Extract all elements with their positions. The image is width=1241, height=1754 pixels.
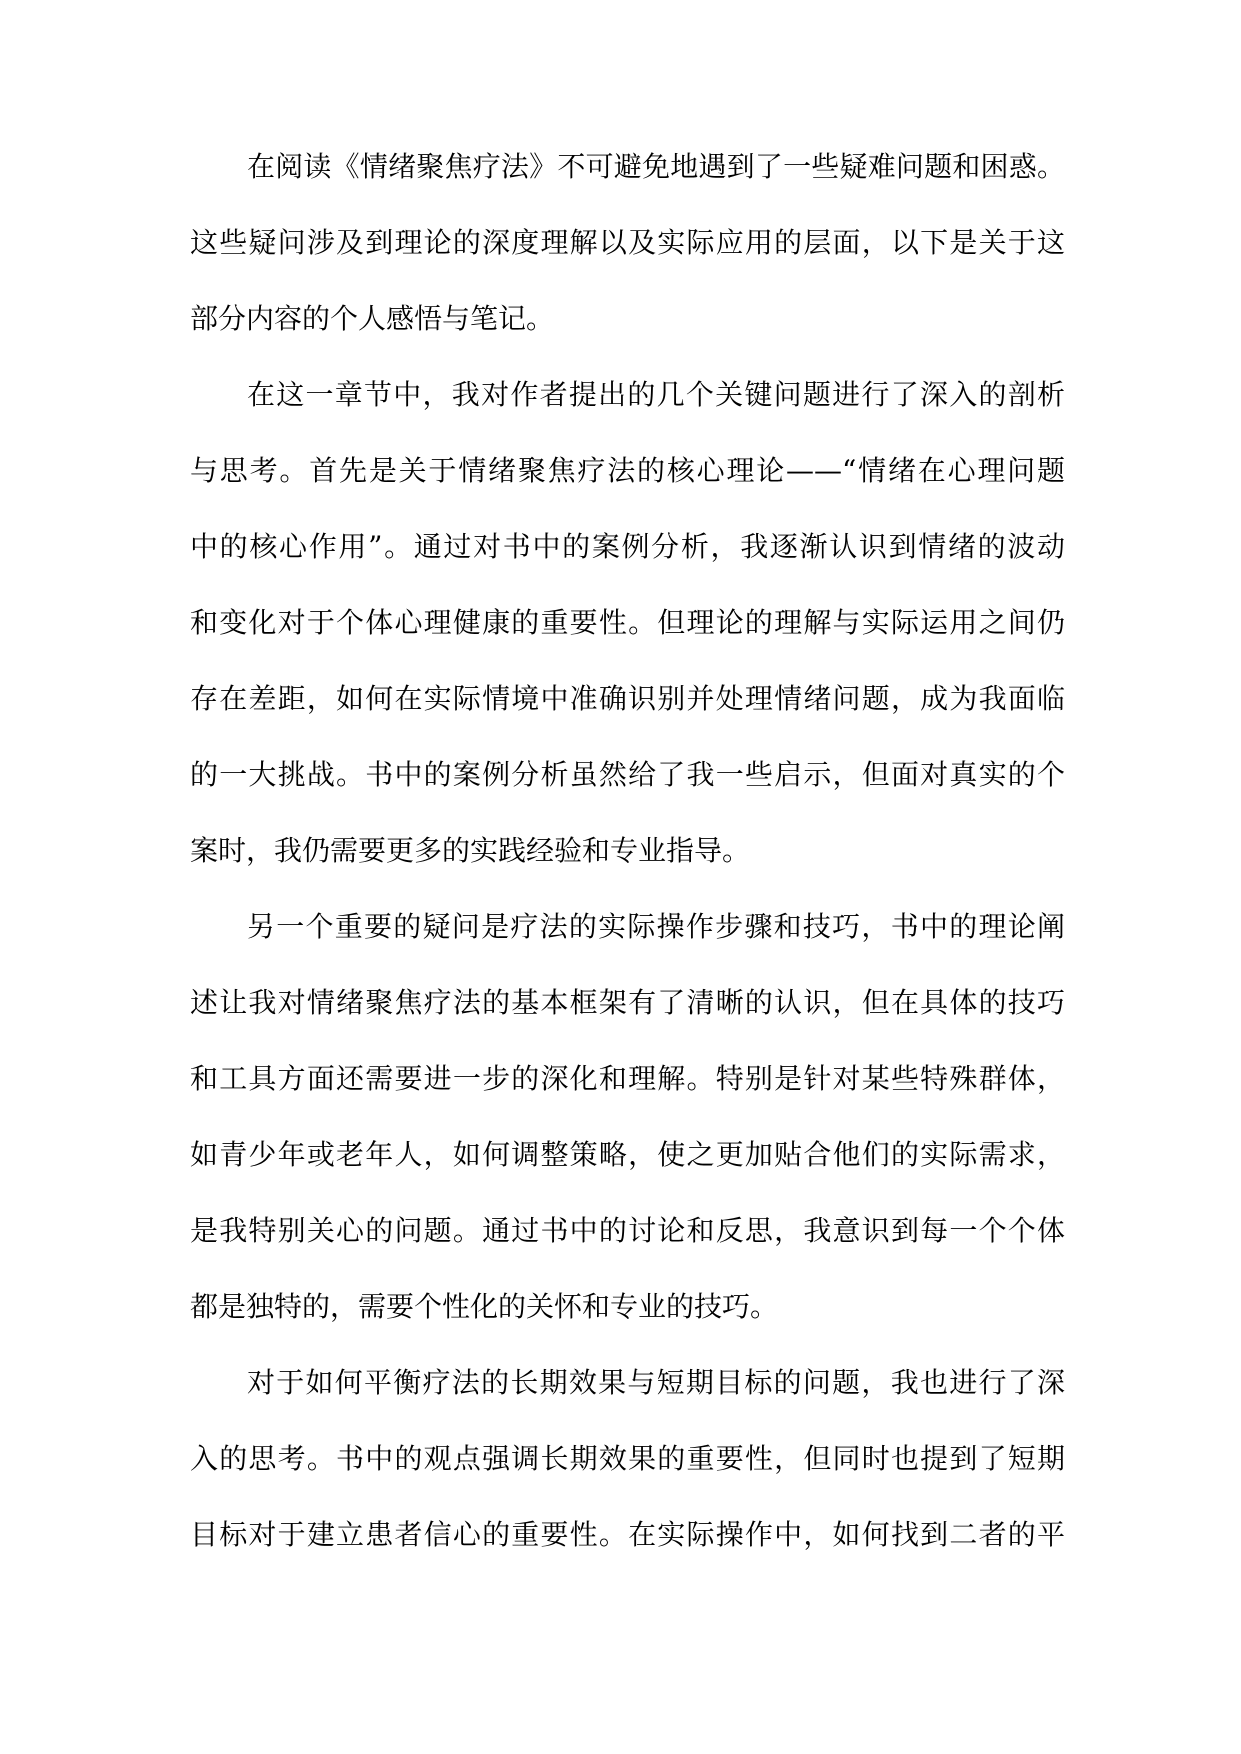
paragraph-line: 与思考。首先是关于情绪聚焦疗法的核心理论——“情绪在心理问题 bbox=[190, 454, 1065, 487]
paragraph-2 bbox=[190, 371, 1065, 903]
paragraph-line: 案时，我仍需要更多的实践经验和专业指导。 bbox=[190, 834, 751, 867]
paragraph-line: 入的思考。书中的观点强调长期效果的重要性，但同时也提到了短期 bbox=[190, 1442, 1065, 1475]
paragraph-line: 和工具方面还需要进一步的深化和理解。特别是针对某些特殊群体， bbox=[190, 1062, 1065, 1095]
paragraph-4 bbox=[190, 1359, 1065, 1587]
paragraph-line: 如青少年或老年人，如何调整策略，使之更加贴合他们的实际需求， bbox=[190, 1138, 1065, 1171]
paragraph-line: 都是独特的，需要个性化的关怀和专业的技巧。 bbox=[190, 1290, 779, 1323]
paragraph-3 bbox=[190, 903, 1065, 1359]
paragraph-line: 和变化对于个体心理健康的重要性。但理论的理解与实际运用之间仍 bbox=[190, 606, 1065, 639]
paragraph-line: 存在差距，如何在实际情境中准确识别并处理情绪问题，成为我面临 bbox=[190, 682, 1065, 715]
paragraph-line: 这些疑问涉及到理论的深度理解以及实际应用的层面，以下是关于这 bbox=[190, 226, 1065, 259]
paragraph-line: 目标对于建立患者信心的重要性。在实际操作中，如何找到二者的平 bbox=[190, 1518, 1065, 1551]
paragraph-line: 在这一章节中，我对作者提出的几个关键问题进行了深入的剖析 bbox=[247, 378, 1065, 411]
paragraph-line: 中的核心作用”。通过对书中的案例分析，我逐渐认识到情绪的波动 bbox=[190, 530, 1065, 563]
document-body bbox=[190, 143, 1065, 1587]
paragraph-line: 在阅读《情绪聚焦疗法》不可避免地遇到了一些疑难问题和困惑。 bbox=[247, 150, 1065, 183]
paragraph-line: 对于如何平衡疗法的长期效果与短期目标的问题，我也进行了深 bbox=[247, 1366, 1065, 1399]
paragraph-line: 述让我对情绪聚焦疗法的基本框架有了清晰的认识，但在具体的技巧 bbox=[190, 986, 1065, 1019]
paragraph-line: 是我特别关心的问题。通过书中的讨论和反思，我意识到每一个个体 bbox=[190, 1214, 1065, 1247]
paragraph-line: 另一个重要的疑问是疗法的实际操作步骤和技巧，书中的理论阐 bbox=[247, 910, 1065, 943]
paragraph-line: 部分内容的个人感悟与笔记。 bbox=[190, 302, 555, 335]
paragraph-line: 的一大挑战。书中的案例分析虽然给了我一些启示，但面对真实的个 bbox=[190, 758, 1065, 791]
paragraph-1 bbox=[190, 143, 1065, 371]
